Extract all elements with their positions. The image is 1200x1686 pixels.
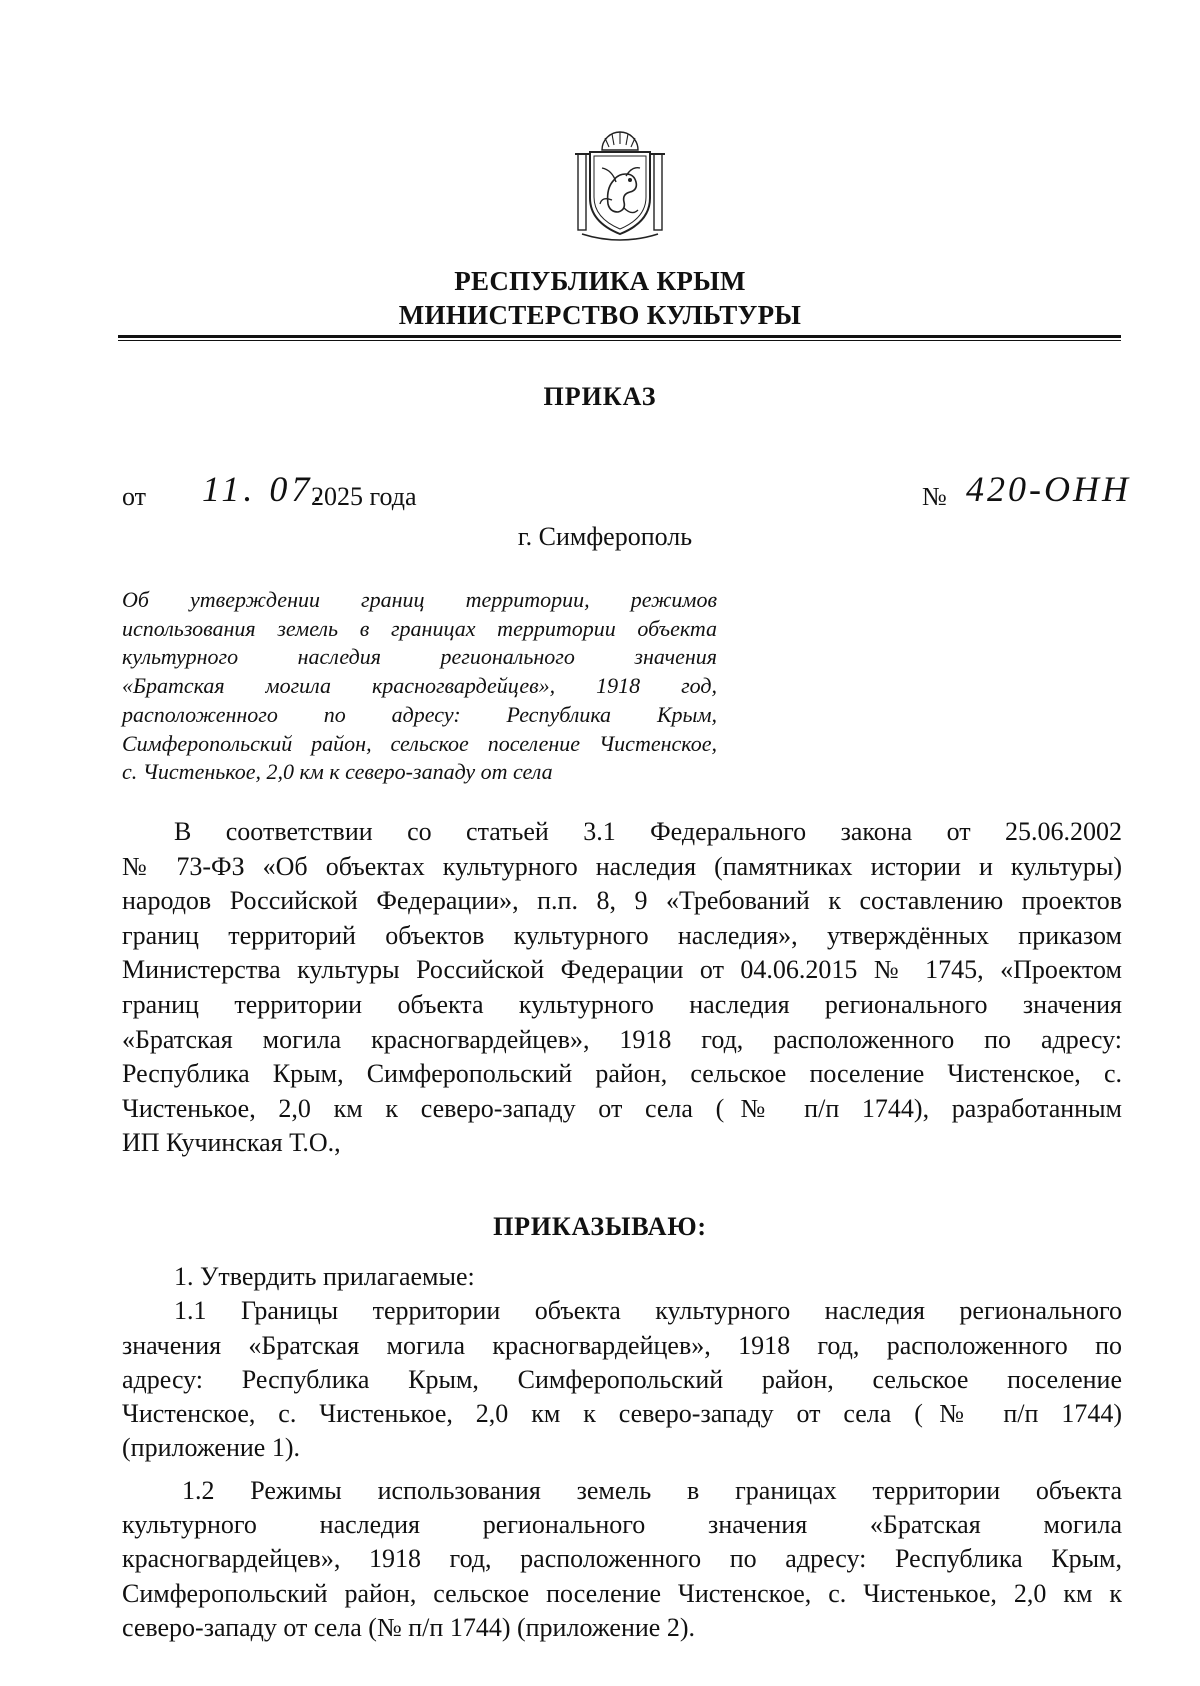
header-divider-thick — [118, 335, 1121, 338]
preamble-line: Чистенькое, 2,0 км к северо-западу от села (№ п/п 1744), разработанным — [122, 1093, 1122, 1123]
preamble-line: В соответствии со статьей 3.1 Федерального закона от 25.06.2002 — [174, 817, 1122, 846]
preamble-line: № 73-ФЗ «Об объектах культурного наследия (памятниках истории и культуры) — [122, 851, 1122, 881]
header-divider-thin — [118, 340, 1121, 341]
preamble-line: ИП Кучинская Т.О., — [122, 1128, 341, 1158]
subject-line: «Братская могила красногвардейцев», 1918 год, — [122, 673, 717, 699]
subject-line: Об утверждении границ территории, режимов — [122, 587, 717, 612]
order-items — [122, 1260, 1122, 1645]
item-1-1-line: Чистенское, с. Чистенькое, 2,0 км к северо-западу от села (№ п/п 1744) — [122, 1399, 1122, 1429]
item-1-2-line: 1.2 Режимы использования земель в границах территории объекта — [182, 1475, 1122, 1505]
preamble-paragraph — [122, 815, 1122, 1161]
header-republic: РЕСПУБЛИКА КРЫМ — [454, 266, 746, 296]
preamble-line: народов Российской Федерации», п.п. 8, 9 «Требований к составлению проектов — [122, 886, 1122, 916]
order-heading: ПРИКАЗЫВАЮ: — [493, 1212, 707, 1241]
item-1-1-line: (приложение 1). — [122, 1433, 301, 1463]
preamble-line: Республика Крым, Симферопольский район, сельское поселение Чистенское, с. — [122, 1059, 1122, 1089]
coat-of-arms-emblem — [572, 130, 668, 242]
subject-line: использования земель в границах территории объекта — [122, 615, 717, 641]
item-1-1-line: значения «Братская могила красногвардейцев», 1918 год, расположенного по — [122, 1330, 1122, 1360]
document-subject — [122, 586, 717, 787]
preamble-line: границ территории объекта культурного наследия регионального значения — [122, 989, 1122, 1019]
subject-line: расположенного по адресу: Республика Крым, — [122, 701, 717, 727]
preamble-line: «Братская могила красногвардейцев», 1918 год, расположенного по адресу: — [122, 1024, 1122, 1054]
item-1-2-line: культурного наследия регионального значения «Братская могила — [122, 1510, 1122, 1540]
document-city: г. Симферополь — [517, 522, 693, 551]
item-1-2-line: Симферопольский район, сельское поселение Чистенское, с. Чистенькое, 2,0 км к — [122, 1578, 1122, 1608]
number-prefix: № — [922, 482, 947, 511]
date-year: 2025 года — [311, 482, 417, 511]
header-ministry: МИНИСТЕРСТВО КУЛЬТУРЫ — [398, 300, 802, 330]
subject-line: с. Чистенькое, 2,0 км к северо-западу от села — [122, 759, 553, 785]
item-1-2-line: красногвардейцев», 1918 год, расположенного по адресу: Республика Крым, — [122, 1544, 1122, 1574]
number-handwritten: 420-ОНН — [966, 469, 1131, 509]
preamble-line: Министерства культуры Российской Федерации от 04.06.2015 № 1745, «Проектом — [122, 955, 1122, 985]
subject-line: Симферопольский район, сельское поселение Чистенское, — [122, 730, 717, 756]
document-title: ПРИКАЗ — [543, 382, 657, 411]
item-1-1-line: адресу: Республика Крым, Симферопольский район, сельское поселение — [122, 1364, 1122, 1394]
item-1: 1. Утвердить прилагаемые: — [174, 1262, 475, 1291]
date-prefix: от — [122, 482, 147, 511]
preamble-line: границ территорий объектов культурного наследия», утверждённых приказом — [122, 920, 1122, 950]
item-1-2-line: северо-западу от села (№ п/п 1744) (приложение 2). — [122, 1612, 695, 1642]
date-handwritten: 11. 07. — [202, 469, 327, 509]
subject-line: культурного наследия регионального значения — [122, 644, 717, 670]
item-1-1-line: 1.1 Границы территории объекта культурного наследия регионального — [174, 1296, 1122, 1326]
